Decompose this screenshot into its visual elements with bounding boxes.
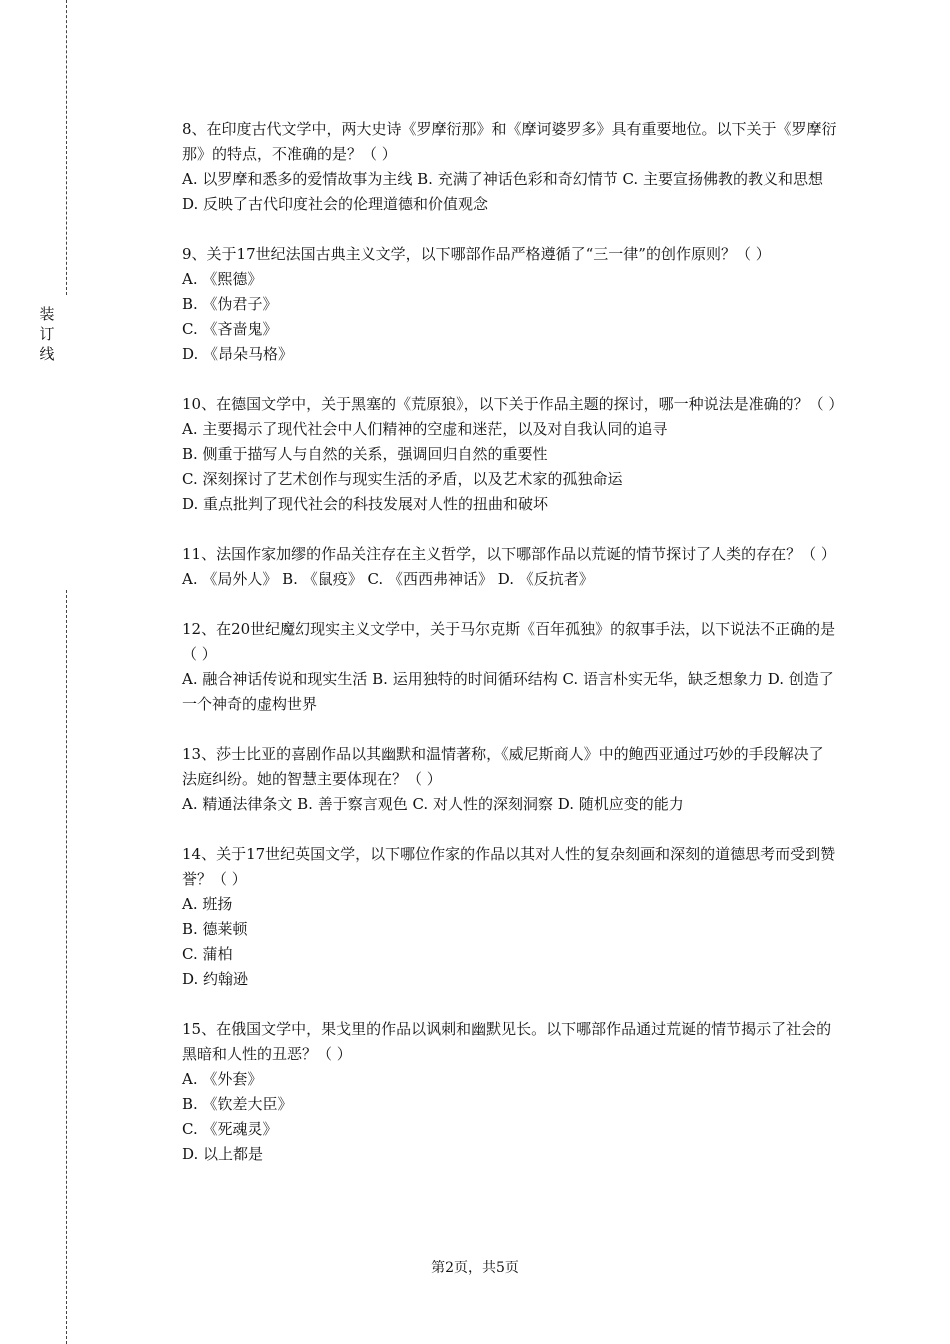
question-stem: 9、关于17世纪法国古典主义文学，以下哪部作品严格遵循了“三一律”的创作原则？（ ）: [182, 245, 771, 263]
question-option: B. 《钦差大臣》: [182, 1095, 293, 1113]
question-option: B. 德莱顿: [182, 920, 248, 938]
question-option: C. 《吝啬鬼》: [182, 320, 278, 338]
question-option: C. 蒲柏: [182, 945, 233, 963]
question-9: [182, 242, 838, 367]
question-stem: 14、关于17世纪英国文学，以下哪位作家的作品以其对人性的复杂刻画和深刻的道德思考而受到赞誉？（ ）: [182, 845, 836, 888]
page-footer: 第2页，共5页: [431, 1260, 519, 1276]
question-options-inline: A. 融合神话传说和现实生活 B. 运用独特的时间循环结构 C. 语言朴实无华，缺乏想象力 D. 创造了一个神奇的虚构世界: [182, 670, 834, 713]
question-12: [182, 617, 838, 717]
question-option: A. 主要揭示了现代社会中人们精神的空虚和迷茫，以及对自我认同的追寻: [182, 420, 668, 438]
question-8: [182, 117, 838, 217]
question-option: A. 《熙德》: [182, 270, 263, 288]
question-options-inline: A. 精通法律条文 B. 善于察言观色 C. 对人性的深刻洞察 D. 随机应变的能力: [182, 795, 684, 813]
question-stem: 10、在德国文学中，关于黑塞的《荒原狼》，以下关于作品主题的探讨，哪一种说法是准确的？（ ）: [182, 395, 844, 413]
question-stem: 13、莎士比亚的喜剧作品以其幽默和温情著称，《威尼斯商人》中的鲍西亚通过巧妙的手段解决了法庭纠纷。她的智慧主要体现在？（ ）: [182, 745, 824, 788]
question-11: [182, 542, 838, 592]
binding-label: [38, 304, 56, 364]
question-stem: 11、法国作家加缪的作品关注存在主义哲学，以下哪部作品以荒诞的情节探讨了人类的存在？（ ）: [182, 545, 836, 563]
binding-dashed-line-bottom: [66, 590, 67, 1344]
question-14: [182, 842, 838, 992]
question-13: [182, 742, 838, 817]
question-option: A. 《外套》: [182, 1070, 263, 1088]
question-list: [182, 117, 844, 1192]
question-option: D. 约翰逊: [182, 970, 249, 988]
question-15: [182, 1017, 838, 1167]
question-option: B. 《伪君子》: [182, 295, 278, 313]
binding-char: 线: [39, 345, 55, 363]
question-option: D. 以上都是: [182, 1145, 264, 1163]
question-stem: 12、在20世纪魔幻现实主义文学中，关于马尔克斯《百年孤独》的叙事手法，以下说法不正确的是（ ）: [182, 620, 836, 663]
question-option: A. 班扬: [182, 895, 233, 913]
question-option: D. 重点批判了现代社会的科技发展对人性的扭曲和破坏: [182, 495, 549, 513]
binding-char: 订: [39, 325, 55, 343]
question-option: D. 《昂朵马格》: [182, 345, 294, 363]
binding-dashed-line-top: [66, 0, 67, 295]
question-stem: 8、在印度古代文学中，两大史诗《罗摩衍那》和《摩诃婆罗多》具有重要地位。以下关于《罗摩衍那》的特点，不准确的是？（ ）: [182, 120, 837, 163]
question-options-inline: A. 《局外人》 B. 《鼠疫》 C. 《西西弗神话》 D. 《反抗者》: [182, 570, 594, 588]
question-option: C. 深刻探讨了艺术创作与现实生活的矛盾，以及艺术家的孤独命运: [182, 470, 623, 488]
question-10: [182, 392, 844, 517]
question-options-inline: A. 以罗摩和悉多的爱情故事为主线 B. 充满了神话色彩和奇幻情节 C. 主要宣扬佛教的教义和思想 D. 反映了古代印度社会的伦理道德和价值观念: [182, 170, 823, 213]
question-option: B. 侧重于描写人与自然的关系，强调回归自然的重要性: [182, 445, 548, 463]
question-option: C. 《死魂灵》: [182, 1120, 278, 1138]
binding-char: 装: [39, 305, 55, 323]
question-stem: 15、在俄国文学中，果戈里的作品以讽刺和幽默见长。以下哪部作品通过荒诞的情节揭示了社会的黑暗和人性的丑恶？（ ）: [182, 1020, 832, 1063]
